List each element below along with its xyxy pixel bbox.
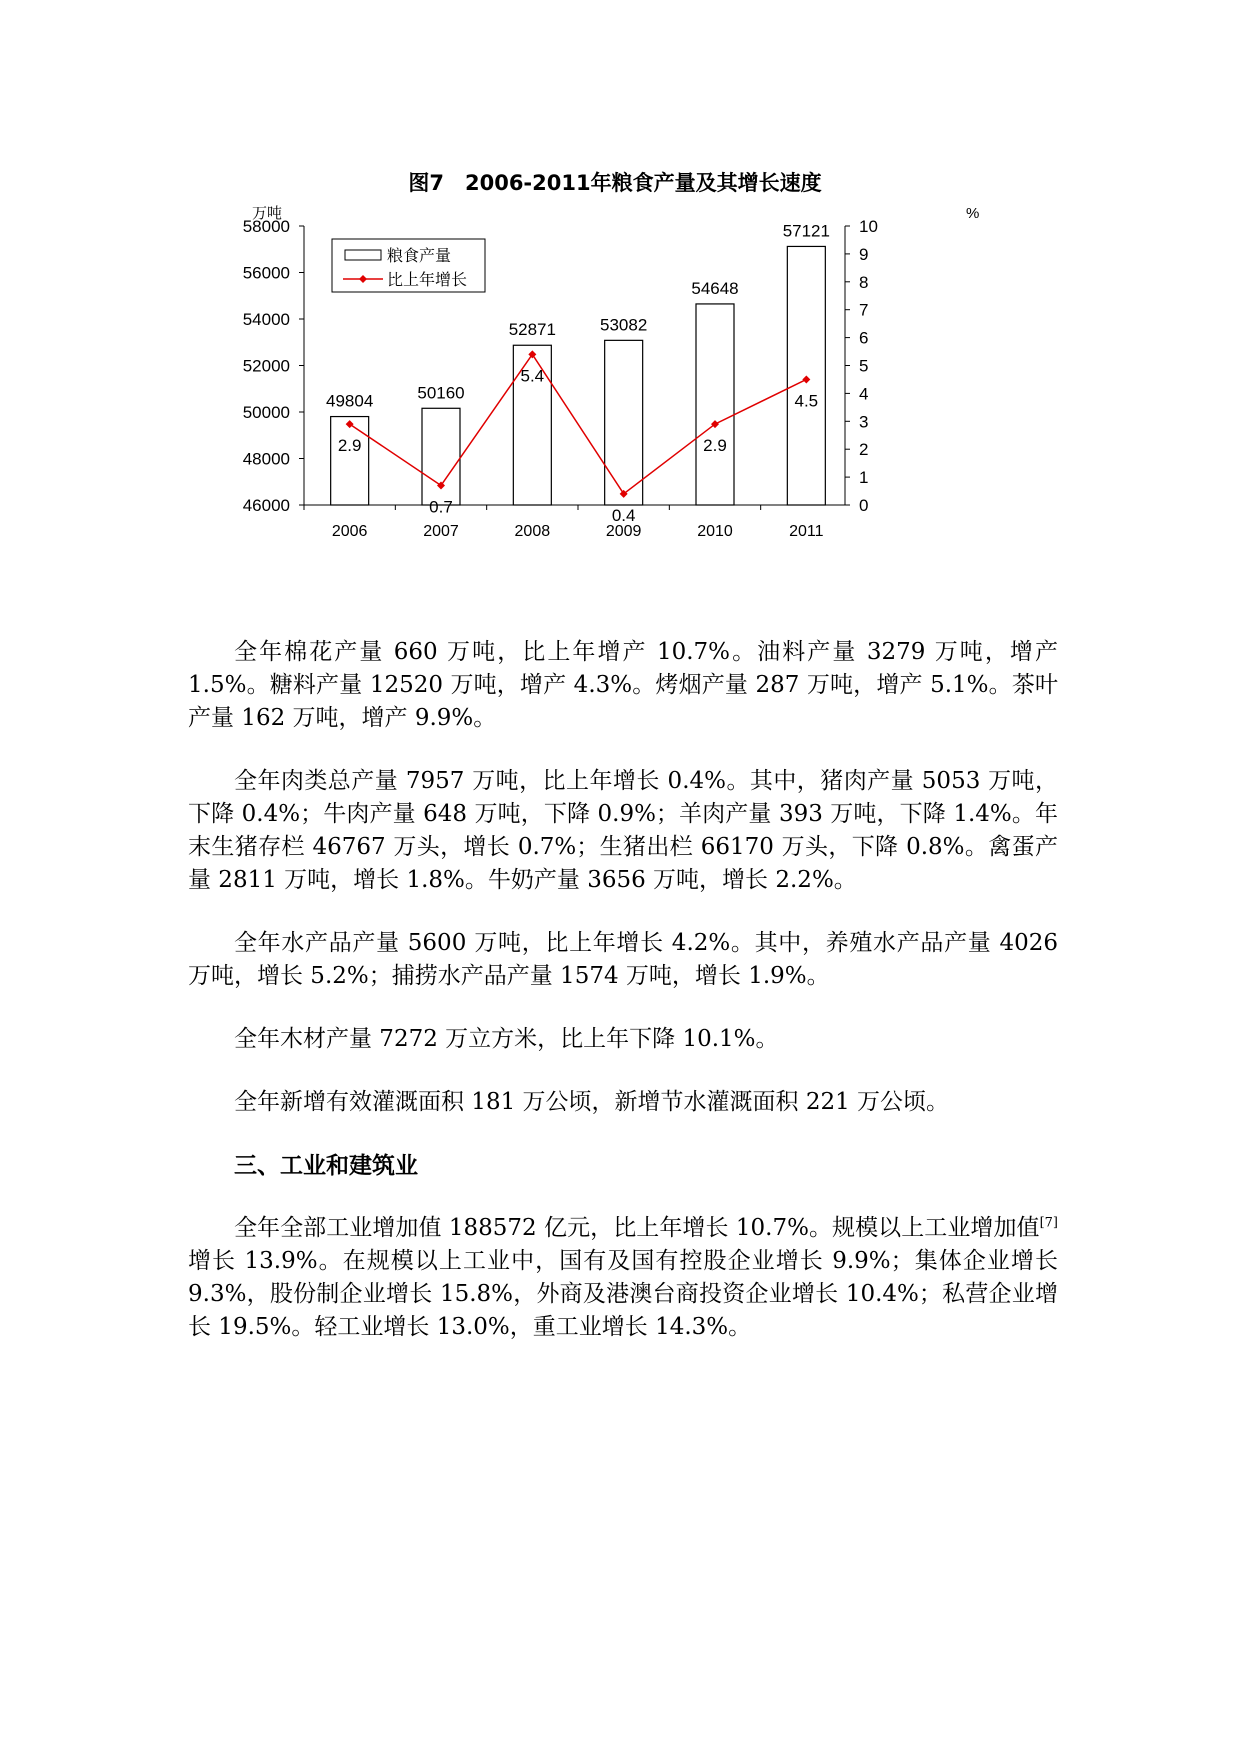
x-tick-label: 2011 (789, 523, 824, 540)
left-tick-label: 58000 (242, 217, 290, 236)
growth-value-label: 0.4 (611, 505, 636, 525)
right-tick-label: 4 (859, 384, 869, 404)
x-tick-label: 2006 (331, 523, 368, 540)
right-tick-label: 7 (859, 300, 869, 320)
left-tick-label: 46000 (242, 496, 290, 515)
legend-line-label: 比上年增长 (387, 272, 468, 289)
left-tick-label: 52000 (242, 356, 290, 376)
footnote-ref[interactable]: [7] (1039, 1215, 1058, 1231)
right-tick-label: 3 (859, 412, 869, 432)
right-tick-label: 2 (859, 440, 869, 460)
section-heading: 三、工业和建筑业 (234, 1152, 418, 1179)
legend (332, 239, 485, 292)
chart-canvas (240, 160, 1000, 620)
paragraph-irrigation: 全年新增有效灌溉面积 181 万公顷，新增节水灌溉面积 221 万公顷。 (234, 1089, 950, 1115)
left-tick-label: 50000 (242, 403, 290, 422)
right-tick-label: 9 (859, 244, 869, 264)
x-tick-label: 2010 (697, 523, 733, 540)
chart-title: 图7 2006-2011年粮食产量及其增长速度 (408, 171, 822, 195)
growth-value-label: 2.9 (337, 436, 362, 456)
right-axis-unit: % (966, 205, 980, 222)
left-tick-label: 54000 (242, 310, 290, 329)
paragraph-meat: 全年肉类总产量 7957 万吨，比上年增长 0.4%。其中，猪肉产量 5053 万吨，下降 0.4%；牛肉产量 648 万吨，下降 0.9%；羊肉产量 393 万吨，下降 1.4%。年末生猪存栏 46767 万头，增长 0.7%；生猪出栏 66170 万头，下降 0.8%。禽蛋产量 2811 万吨，增长 1.8%。牛奶产量 3656 万吨，增长 2.2%。 (188, 768, 1058, 893)
bar-value-label: 53082 (600, 315, 648, 335)
x-tick-label: 2009 (605, 523, 642, 540)
bar (331, 417, 369, 505)
right-tick-label: 0 (859, 496, 869, 515)
paragraph-industry (188, 1212, 1058, 1344)
left-tick-label: 48000 (242, 449, 290, 469)
bar-value-label: 50160 (417, 383, 465, 403)
bar-value-label: 49804 (326, 391, 374, 411)
bar (696, 304, 734, 505)
industry-text-part1: 全年全部工业增加值 188572 亿元，比上年增长 10.7%。规模以上工业增加值 (234, 1215, 1040, 1241)
x-tick-label: 2007 (423, 523, 459, 540)
growth-line (350, 354, 807, 494)
right-tick-label: 6 (859, 328, 869, 348)
bar (605, 340, 643, 505)
grain-output-chart (240, 160, 1000, 620)
paragraph-cotton: 全年棉花产量 660 万吨，比上年增产 10.7%。油料产量 3279 万吨，增产 1.5%。糖料产量 12520 万吨，增产 4.3%。烤烟产量 287 万吨，增产 5.1%。茶叶产量 162 万吨，增产 9.9%。 (188, 639, 1058, 731)
growth-value-label: 5.4 (520, 366, 545, 386)
bar-value-label: 57121 (782, 221, 830, 241)
paragraph-aquatic: 全年水产品产量 5600 万吨，比上年增长 4.2%。其中，养殖水产品产量 4026 万吨，增长 5.2%；捕捞水产品产量 1574 万吨，增长 1.9%。 (188, 930, 1058, 989)
right-tick-label: 8 (859, 272, 869, 292)
growth-value-label: 0.7 (429, 497, 453, 517)
paragraph-timber: 全年木材产量 7272 万立方米，比上年下降 10.1%。 (234, 1026, 779, 1052)
growth-value-label: 4.5 (794, 391, 819, 411)
line-series (338, 350, 818, 524)
bar (422, 408, 460, 505)
industry-text-part2: 增长 13.9%。在规模以上工业中，国有及国有控股企业增长 9.9%；集体企业增长 9.3%，股份制企业增长 15.8%，外商及港澳台商投资企业增长 10.4%；私营企业增长 19.5%。轻工业增长 13.0%，重工业增长 14.3%。 (188, 1248, 1058, 1340)
legend-bar-swatch (345, 250, 381, 260)
left-tick-label: 56000 (242, 263, 290, 283)
right-tick-label: 10 (859, 217, 878, 236)
x-tick-label: 2008 (514, 523, 551, 540)
legend-bar-label: 粮食产量 (387, 248, 452, 265)
body-text (188, 636, 1058, 1374)
right-tick-label: 1 (859, 468, 869, 488)
bar-value-label: 52871 (508, 320, 556, 340)
right-tick-label: 5 (859, 356, 869, 376)
bar-value-label: 54648 (691, 278, 739, 298)
growth-value-label: 2.9 (703, 436, 727, 456)
left-axis-unit: 万吨 (252, 205, 283, 222)
